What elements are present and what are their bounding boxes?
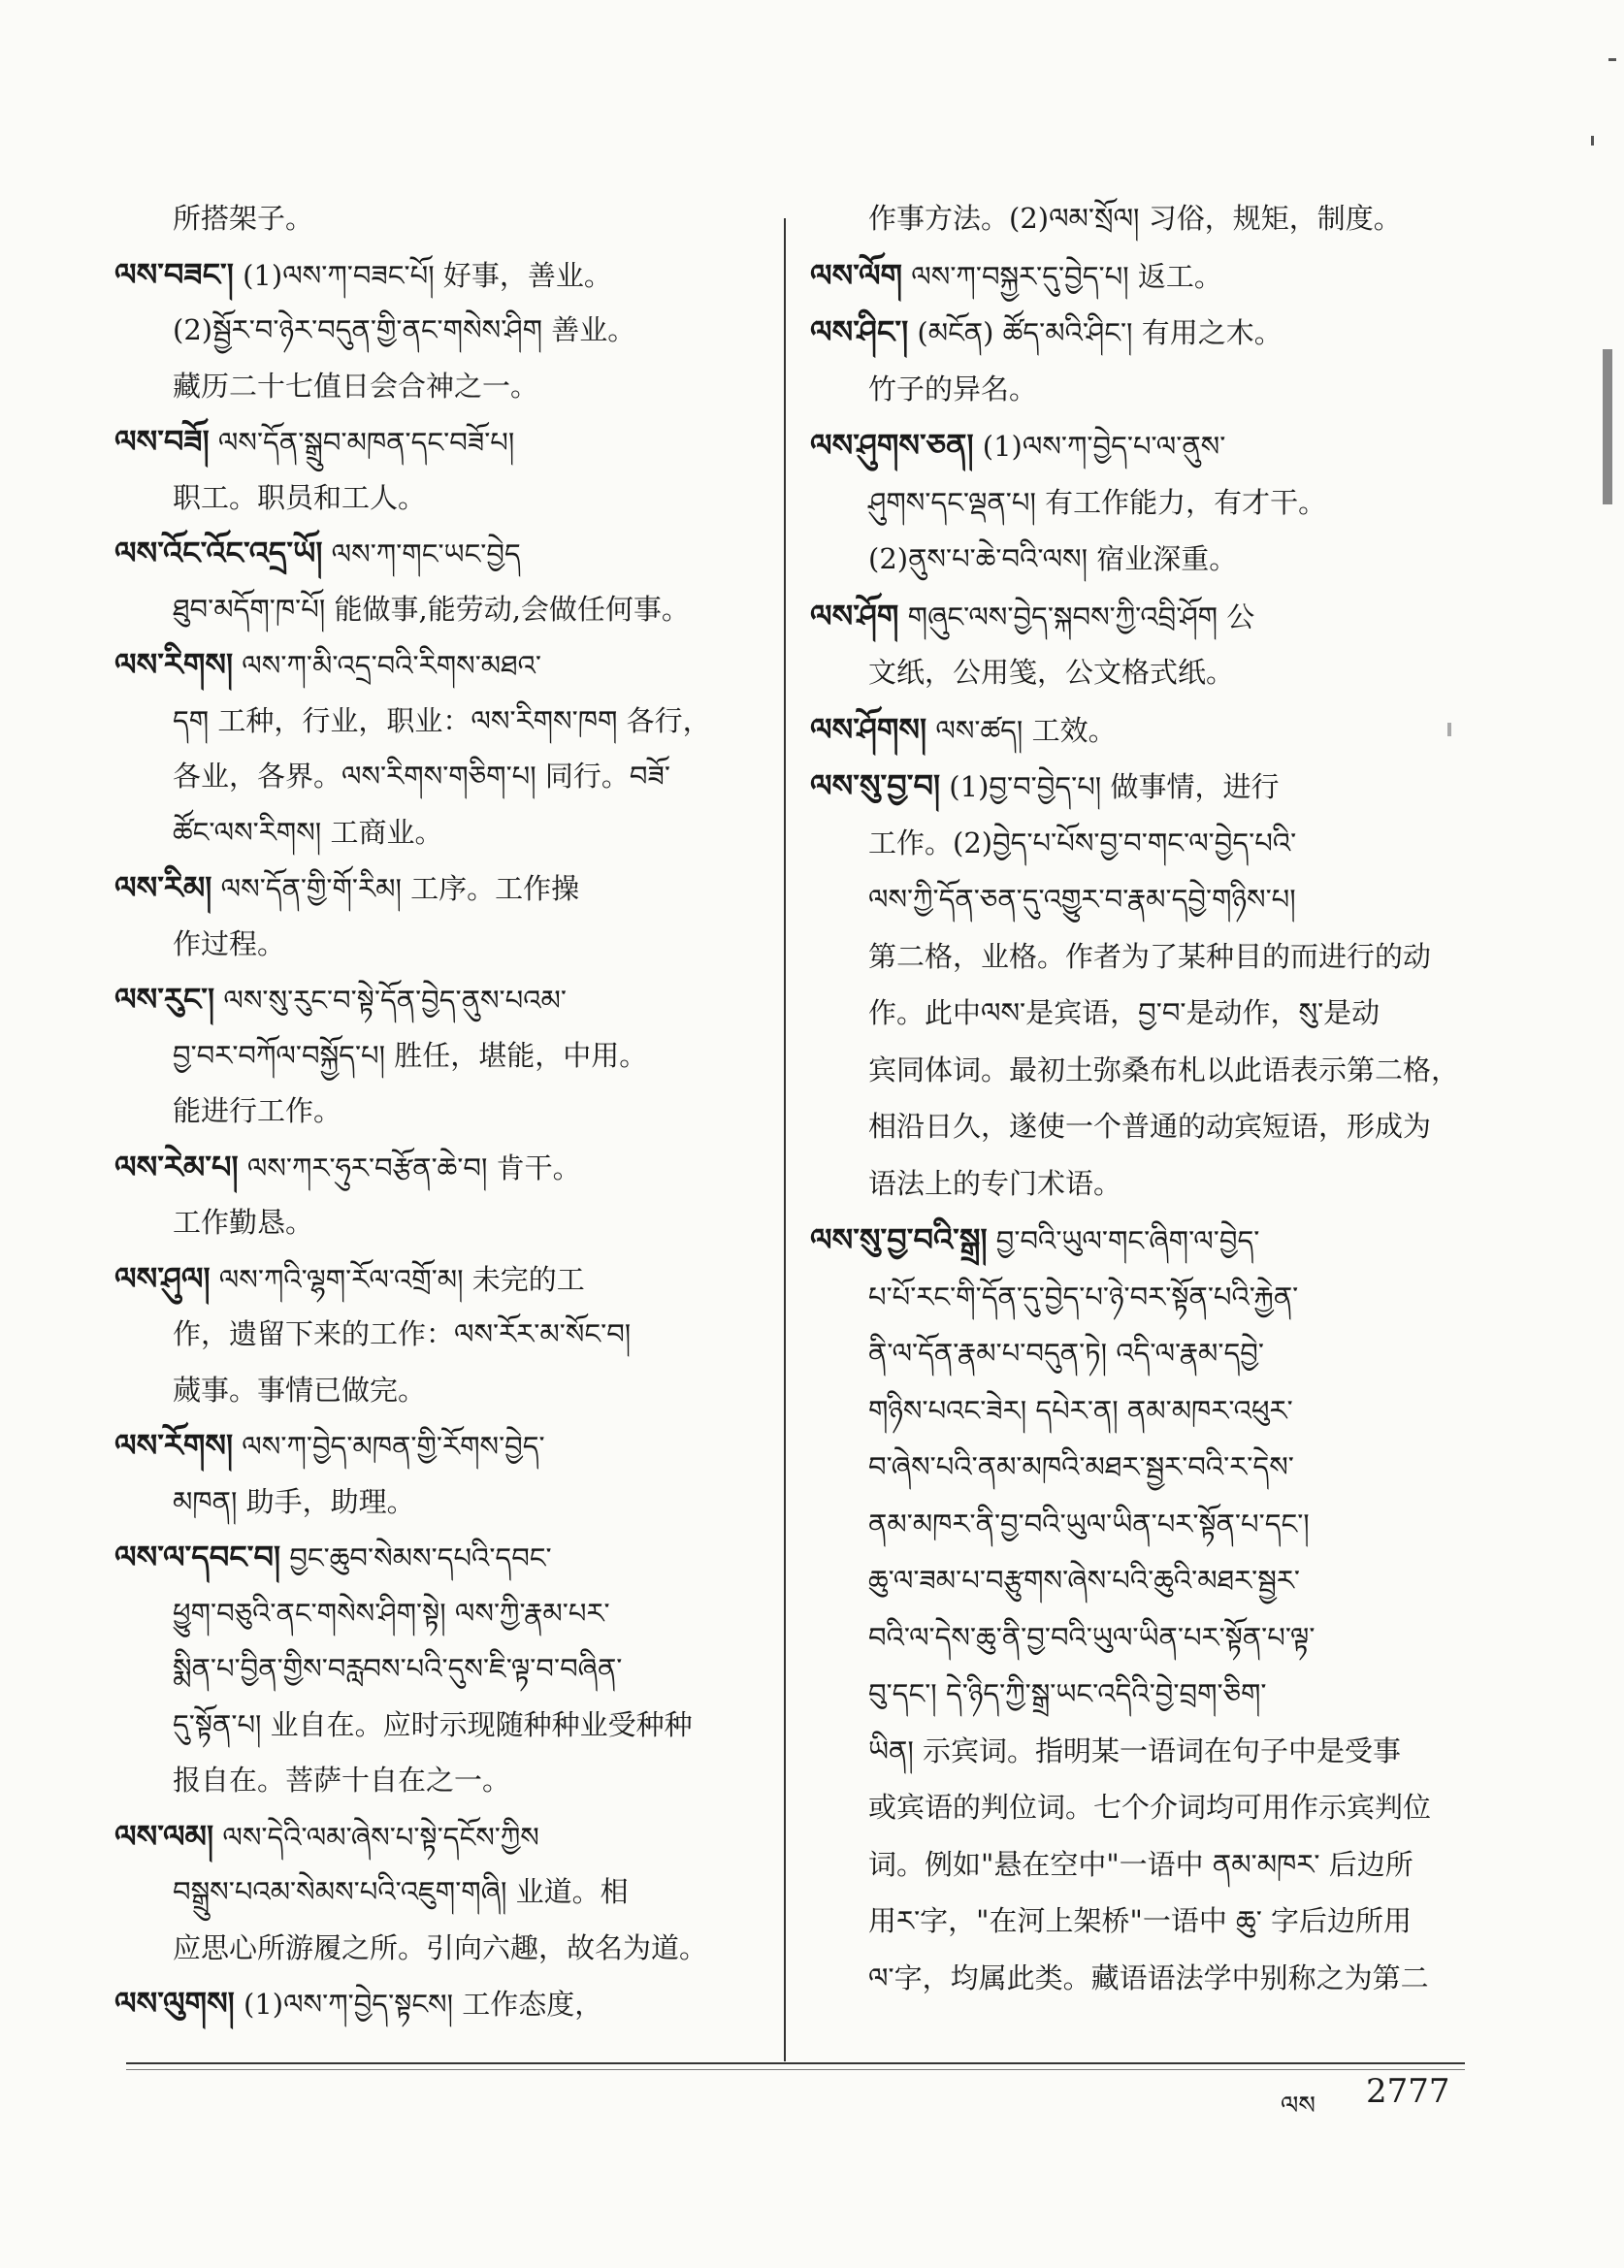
text-line xyxy=(868,993,1380,1033)
definition-text: 或宾语的判位词。七个介词均可用作示宾判位 xyxy=(868,1791,1432,1824)
definition-text: ལས་ཀ་བསྐྱར་དུ་བྱེད་པ། 返工。 xyxy=(902,259,1222,293)
definition-text: བྱང་ཆུབ་སེམས་དཔའི་དབང་ xyxy=(280,1541,552,1574)
entry-line xyxy=(810,426,1225,467)
text-line xyxy=(173,1036,647,1076)
definition-text: 蒇事。事情已做完。 xyxy=(173,1373,427,1407)
text-line xyxy=(868,370,1037,409)
text-line xyxy=(868,824,1296,863)
scan-speck xyxy=(1447,723,1451,736)
text-line xyxy=(173,813,442,853)
entry-line xyxy=(114,868,579,909)
definition-text: 报自在。菩萨十自在之一。 xyxy=(173,1764,511,1797)
headword: ལས་ཤོག xyxy=(810,597,899,634)
text-line xyxy=(868,1845,1413,1885)
definition-text: གཞུང་ལས་བྱེད་སྐབས་ཀྱི་འབྲི་ཤོག 公 xyxy=(898,599,1255,633)
text-line xyxy=(173,1594,610,1634)
text-line xyxy=(868,1505,1310,1544)
text-line xyxy=(868,937,1431,977)
headword: ལས་རེམ་པ། xyxy=(114,1148,239,1185)
entry-line xyxy=(810,597,1254,637)
headword: ལས་རིགས། xyxy=(114,646,234,683)
definition-text: ལས་ཀ་བྱེད་མཁན་གྱི་རོགས་བྱེད་ xyxy=(233,1430,545,1463)
definition-text: 词。例如"悬在空中"一语中 ནམ་མཁར་ 后边所 xyxy=(868,1847,1413,1881)
text-line xyxy=(868,1334,1264,1374)
definition-text: སྨིན་པ་བྱིན་གྱིས་བརླབས་པའི་དུས་ཇི་ལྟ་བ་བཞིན་ xyxy=(173,1652,623,1685)
definition-text: དུ་སྟོན་པ། 业自在。应时示现随种种业受种种 xyxy=(173,1707,693,1741)
text-line xyxy=(868,539,1237,579)
text-line xyxy=(173,478,426,518)
definition-text: ཆུ་ལ་ཟམ་པ་བརྩུགས་ཞེས་པའི་ཆུའི་མཐར་སྦྱར་ xyxy=(868,1564,1301,1597)
headword: ལས་བཟང་། xyxy=(114,255,234,293)
definition-text: བའི་ལ་དེས་ཆུ་ནི་བྱ་བའི་ཡུལ་ཡིན་པར་སྟོན་པ་ལྟ་ xyxy=(868,1620,1315,1654)
definition-text: ནི་ལ་དོན་རྣམ་པ་བདུན་ཏེ། འདི་ལ་རྣམ་དབྱེ་ xyxy=(868,1337,1264,1370)
entry-line xyxy=(114,980,567,1021)
text-line xyxy=(173,701,711,741)
text-line xyxy=(868,653,1234,693)
definition-text: 应思心所游履之所。引向六趣，故名为道。 xyxy=(173,1930,708,1964)
text-line xyxy=(868,483,1326,523)
definition-text: 作过程。 xyxy=(173,926,286,960)
text-line xyxy=(173,1091,341,1131)
definition-text: ཚོང་ལས་རིགས། 工商业。 xyxy=(173,815,443,849)
text-line xyxy=(868,1959,1429,1998)
text-line xyxy=(868,1447,1294,1487)
definition-text: ཤུགས་དང་ལྡན་པ། 有工作能力，有才干。 xyxy=(868,485,1327,519)
headword: ལས་ལམ། xyxy=(114,1817,214,1855)
definition-text: 第二格，业格。作者为了某种目的而进行的动 xyxy=(868,939,1432,973)
text-line xyxy=(173,1761,510,1800)
definition-text: ལས་ཀ་གང་ཡང་བྱེད xyxy=(322,537,521,570)
text-line xyxy=(868,1901,1412,1941)
text-line xyxy=(868,1051,1459,1090)
definition-text: བུ་དང་། དེ་ཉིད་ཀྱི་སྒྲ་ཡང་འདིའི་བྱེ་བྲག་ཅིག་ xyxy=(868,1677,1267,1710)
text-line xyxy=(868,1164,1121,1204)
entry-line xyxy=(114,1817,539,1858)
headword: ལས་ལུགས། xyxy=(114,1985,235,2022)
definition-text: (1)བྱ་བ་བྱེད་པ། 做事情，进行 xyxy=(940,770,1280,803)
headword: ལས་ལ་དབང་བ། xyxy=(114,1539,281,1575)
definition-text: 用ར་字，"在河上架桥"一语中 ཆུ་ 字后边所用 xyxy=(868,1904,1413,1937)
footer-rule xyxy=(126,2062,1465,2064)
scan-speck xyxy=(1608,58,1616,61)
definition-text: ལས་དོན་སྒྲུབ་མཁན་དང་བཟོ་པ། xyxy=(209,426,515,459)
entry-line xyxy=(114,255,612,296)
definition-text: མཁན། 助手，助理。 xyxy=(173,1484,415,1518)
text-line xyxy=(173,1705,693,1745)
text-line xyxy=(173,199,313,239)
headword: ལས་རིམ། xyxy=(114,869,212,906)
definition-text: ལས་ཀ་མི་འདྲ་བའི་རིགས་མཐའ་ xyxy=(233,649,542,682)
entry-line xyxy=(114,1538,552,1578)
headword: ལས་ཤུགས་ཅན། xyxy=(810,427,974,464)
definition-text: ལ་字，均属此类。藏语语法学中别称之为第二 xyxy=(868,1960,1429,1994)
text-line xyxy=(173,1482,415,1522)
entry-line xyxy=(114,645,541,686)
definition-text: 作。此中ལས་是宾语，བྱ་བ་是动作，སུ་是动 xyxy=(868,996,1380,1029)
definition-text: ནམ་མཁར་ནི་བྱ་བའི་ཡུལ་ཡིན་པར་སྟོན་པ་དང་། xyxy=(868,1507,1310,1540)
definition-text: (1)ལས་ཀ་བྱེད་པ་ལ་ནུས་ xyxy=(973,430,1226,463)
definition-text: ཡིན། 示宾词。指明某一语词在句子中是受事 xyxy=(868,1733,1402,1767)
definition-text: ལས་ཀའི་ལྷག་རོལ་འགྲོ་མ། 未完的工 xyxy=(210,1262,585,1296)
headword: ལས་ཤོགས། xyxy=(810,710,927,748)
definition-text: 相沿日久，遂使一个普通的动宾短语，形成为 xyxy=(868,1110,1432,1143)
entry-line xyxy=(810,256,1222,297)
headword: ལས་རུང་། xyxy=(114,981,215,1018)
text-line xyxy=(868,1674,1267,1714)
text-line xyxy=(868,1278,1298,1317)
column-divider xyxy=(784,218,786,2061)
headword: ལས་ཤུལ། xyxy=(114,1259,211,1297)
headword: ལས་སུ་བྱ་བ། xyxy=(810,767,941,804)
definition-text: 各业，各界。ལས་རིགས་གཅིག་པ། 同行。བཟོ་ xyxy=(173,760,670,793)
definition-text: བསྒྲུས་པའམ་སེམས་པའི་འཇུག་གཞི། 业道。相 xyxy=(173,1875,629,1908)
text-line xyxy=(173,310,635,350)
definition-text: ལས་ཚད། 工效。 xyxy=(926,713,1117,747)
text-line xyxy=(868,1618,1315,1658)
definition-text: (མངོན) ཚོད་མའི་ཤིང་། 有用之木。 xyxy=(908,316,1283,349)
text-line xyxy=(173,590,690,630)
headword: ལས་འོང་འོང་འདྲ་ཡོ། xyxy=(114,535,323,571)
entry-line xyxy=(114,534,521,574)
definition-text: 文纸，公用笺，公文格式纸。 xyxy=(868,656,1235,689)
definition-text: 语法上的专门术语。 xyxy=(868,1166,1122,1200)
entry-line xyxy=(810,312,1283,353)
entry-line xyxy=(810,710,1117,751)
text-line xyxy=(868,1732,1401,1771)
text-line xyxy=(868,1107,1431,1147)
definition-text: (1)ལས་ཀ་བཟང་པོ། 好事，善业。 xyxy=(233,258,612,292)
headword: ལས་སུ་བྱ་བའི་སྒྲ། xyxy=(810,1221,988,1258)
definition-text: 作，遗留下来的工作：ལས་རོར་མ་སོང་བ། xyxy=(173,1317,632,1350)
entry-line xyxy=(114,1148,581,1188)
definition-text: ཕྱུག་བཅུའི་ནང་གསེས་ཤིག་སྟེ། ལས་ཀྱི་རྣམ་པར་ xyxy=(173,1596,610,1630)
definition-text: (1)ལས་ཀ་བྱེད་སྟངས། 工作态度， xyxy=(234,1988,603,2021)
definition-text: ལས་ཀར་ཧུར་བརྩོན་ཆེ་བ། 肯干。 xyxy=(238,1150,581,1184)
text-line xyxy=(173,1872,629,1912)
definition-text: དག 工种，行业，职业：ལས་རིགས་ཁག 各行， xyxy=(173,703,711,737)
definition-text: བྱ་བར་བཀོལ་བསྐྱོད་པ། 胜任，堪能，中用。 xyxy=(173,1038,648,1072)
definition-text: 职工。职员和工人。 xyxy=(173,480,427,514)
text-line xyxy=(173,924,285,964)
headword: ལས་རོགས། xyxy=(114,1427,234,1464)
text-line xyxy=(173,1649,622,1689)
definition-text: 能进行工作。 xyxy=(173,1094,342,1127)
definition-text: 宾同体词。最初土弥桑布札以此语表示第二格， xyxy=(868,1053,1460,1086)
entry-line xyxy=(114,1984,602,2025)
text-line xyxy=(868,1561,1300,1601)
text-line xyxy=(173,1371,426,1410)
scan-edge-mark xyxy=(1603,349,1612,504)
definition-text: བ་ཞེས་པའི་ནམ་མཁའི་མཐར་སྦྱར་བའི་ར་དེས་ xyxy=(868,1450,1294,1483)
definition-text: 工作勤恳。 xyxy=(173,1206,314,1239)
definition-text: པ་པོ་རང་གི་དོན་དུ་བྱེད་པ་ཉེ་བར་སྟོན་པའི་རྐྱེན་ xyxy=(868,1280,1299,1313)
headword: ལས་ལོག xyxy=(810,256,903,294)
definition-text: ལས་དེའི་ལམ་ཞེས་པ་སྟེ་དངོས་ཀྱིས xyxy=(213,1820,539,1854)
text-line xyxy=(173,1314,631,1354)
text-line xyxy=(868,1788,1431,1828)
definition-text: ཐུབ་མདོག་ཁ་པོ། 能做事,能劳动,会做任何事。 xyxy=(173,592,690,626)
entry-line xyxy=(114,422,514,463)
definition-text: 竹子的异名。 xyxy=(868,372,1038,405)
definition-text: བྱ་བའི་ཡུལ་གང་ཞིག་ལ་བྱེད་ xyxy=(987,1224,1260,1257)
definition-text: 工作。(2)བྱེད་པ་པོས་བྱ་བ་གང་ལ་བྱེད་པའི་ xyxy=(868,826,1297,859)
scan-speck xyxy=(1591,136,1594,146)
definition-text: ལས་དོན་གྱི་གོ་རིམ། 工序。工作操 xyxy=(211,872,580,905)
text-line xyxy=(868,1391,1293,1431)
entry-line xyxy=(114,1426,545,1467)
definition-text: 藏历二十七值日会合神之一。 xyxy=(173,369,539,403)
text-line xyxy=(868,880,1296,920)
headword: ལས་ཤིང་། xyxy=(810,313,909,350)
running-head-word: ལས xyxy=(1281,2091,1315,2121)
text-line xyxy=(173,367,538,406)
definition-text: (2)སྦྱོར་བ་ཉེར་བདུན་གྱི་ནང་གསེས་ཤིག 善业。 xyxy=(173,313,636,346)
text-line xyxy=(173,757,670,796)
text-line xyxy=(868,199,1402,239)
definition-text: 作事方法。(2)ལམ་སྲོལ། 习俗，规矩，制度。 xyxy=(868,202,1402,235)
text-line xyxy=(173,1203,313,1243)
headword: ལས་བཟོ། xyxy=(114,423,210,460)
text-line xyxy=(173,1928,707,1968)
definition-text: (2)ནུས་པ་ཆེ་བའི་ལས། 宿业深重。 xyxy=(868,542,1238,575)
definition-text: གཉིས་པའང་ཟེར། དཔེར་ན། ནམ་མཁར་འཕུར་ xyxy=(868,1393,1293,1427)
page-number: 2777 xyxy=(1366,2072,1450,2111)
entry-line xyxy=(114,1259,585,1300)
entry-line xyxy=(810,766,1279,807)
definition-text: ལས་ཀྱི་དོན་ཅན་དུ་འགྱུར་བ་རྣམ་དབྱེ་གཉིས་པ། xyxy=(868,883,1296,916)
definition-text: ལས་སུ་རུང་བ་སྟེ་དོན་བྱེད་ནུས་པའམ་ xyxy=(214,984,567,1017)
entry-line xyxy=(810,1220,1259,1261)
definition-text: 所搭架子。 xyxy=(173,202,314,235)
footer-rule-thin xyxy=(126,2069,1465,2070)
